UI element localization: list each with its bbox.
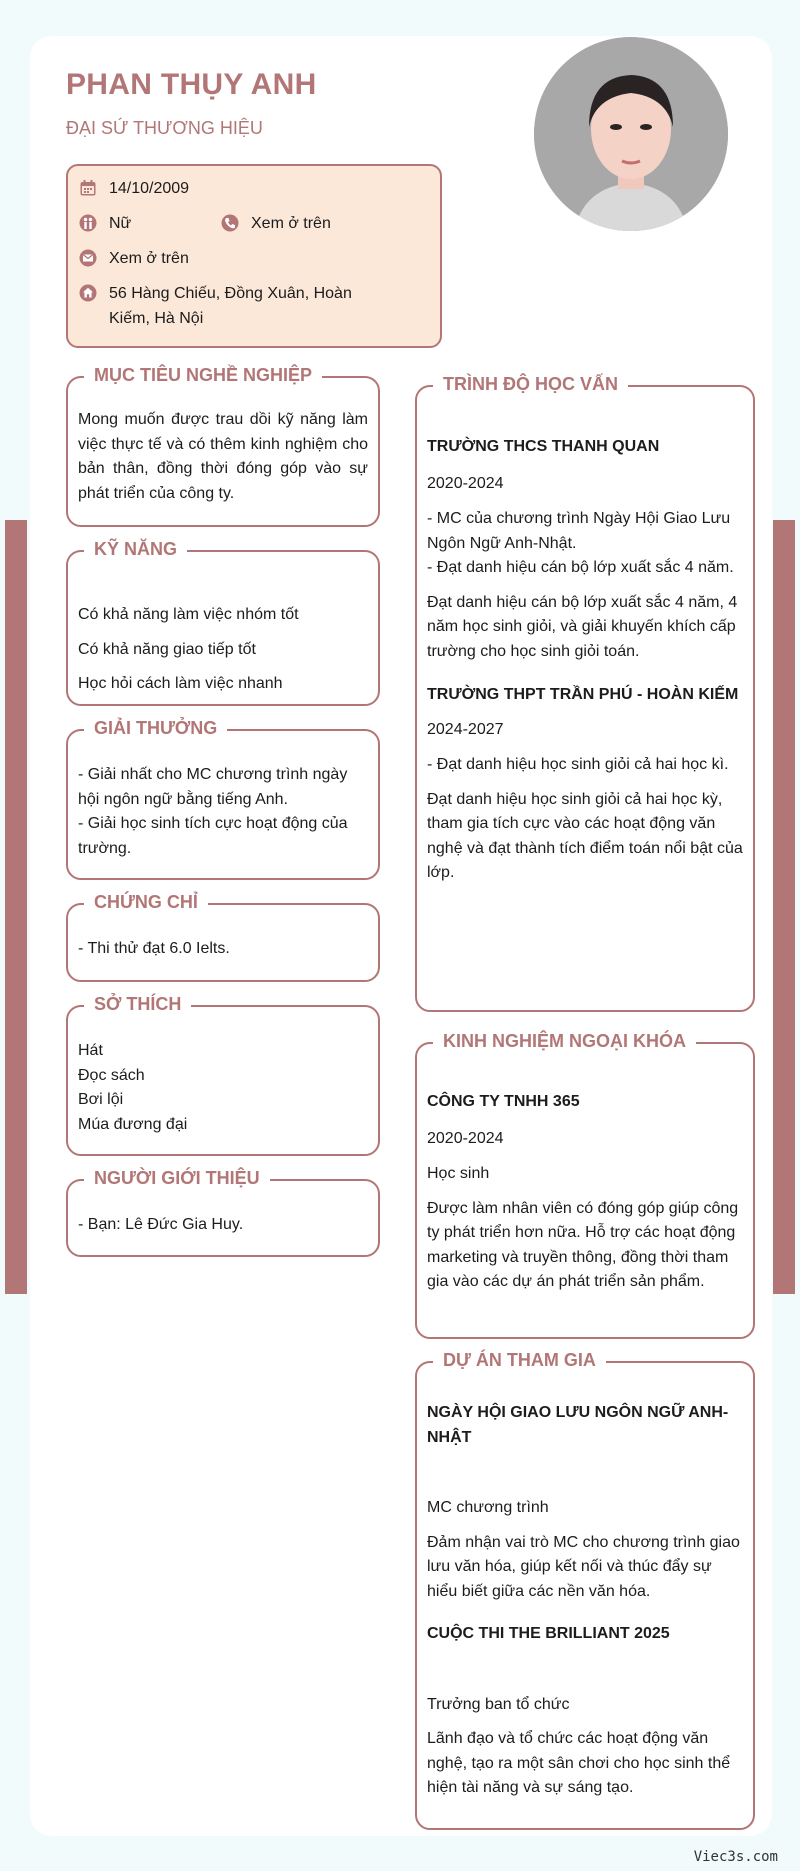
email-row (79, 246, 189, 271)
project-name: NGÀY HỘI GIAO LƯU NGÔN NGỮ ANH-NHẬT (427, 1404, 729, 1446)
avatar-portrait (534, 37, 728, 231)
school-period: 2020-2024 (427, 474, 504, 492)
projects-title: DỰ ÁN THAM GIA (433, 1347, 606, 1373)
project-role: Trưởng ban tổ chức (427, 1695, 570, 1713)
awards-list (78, 763, 368, 861)
certificate-item: - Thi thử đạt 6.0 Ielts. (78, 940, 230, 957)
certificates-title: CHỨNG CHỈ (84, 889, 208, 915)
certificates-section (66, 892, 380, 982)
birthday-value: 14/10/2009 (109, 180, 190, 197)
hobbies-section (66, 994, 380, 1156)
awards-title: GIẢI THƯỞNG (84, 715, 227, 741)
project-description: Lãnh đạo và tổ chức các hoạt động văn nghệ, tạo ra một sân chơi cho học sinh thể hiện tài năng và sự sáng tạo. (427, 1730, 731, 1796)
email-value: Xem ở trên (109, 250, 189, 267)
company-name: CÔNG TY TNHH 365 (427, 1093, 580, 1110)
phone-row (221, 211, 331, 236)
hobby-item: Bơi lội (78, 1091, 124, 1108)
birthday-row (79, 176, 189, 201)
experience-role: Học sinh (427, 1165, 490, 1182)
skills-title: KỸ NĂNG (84, 536, 187, 562)
award-item: - Giải nhất cho MC chương trình ngày hội ngôn ngữ bằng tiếng Anh. (78, 766, 348, 808)
references-section (66, 1168, 380, 1257)
awards-section (66, 718, 380, 880)
experience-description: Được làm nhân viên có đóng góp giúp công ty phát triển hơn nữa. Hỗ trợ các hoạt động marketing và truyền thông, đồng thời tham gia vào các dự án phát triển sản phẩm. (427, 1199, 739, 1290)
hobby-item: Hát (78, 1042, 103, 1059)
objective-section (66, 365, 380, 527)
skill-item: Học hỏi cách làm việc nhanh (78, 675, 283, 692)
phone-icon (221, 214, 239, 232)
references-title: NGƯỜI GIỚI THIỆU (84, 1165, 270, 1191)
address-row (79, 281, 379, 331)
education-line: - MC của chương trình Ngày Hội Giao Lưu Ngôn Ngữ Anh-Nhật. (427, 510, 731, 552)
gender-value: Nữ (109, 215, 132, 232)
school-name: TRƯỜNG THPT TRẦN PHÚ - HOÀN KIẾM (427, 686, 739, 703)
education-title: TRÌNH ĐỘ HỌC VẤN (433, 371, 628, 397)
award-item: - Giải học sinh tích cực hoạt động của trường. (78, 815, 348, 857)
personal-info-box (66, 164, 442, 348)
experience-section (415, 1031, 755, 1339)
left-decor-band (5, 520, 27, 1294)
school-period: 2024-2027 (427, 720, 504, 738)
gender-row (79, 211, 131, 236)
watermark: Viec3s.com (693, 1849, 778, 1865)
education-description: Đạt danh hiệu cán bộ lớp xuất sắc 4 năm, 4 năm học sinh giỏi, và giải khuyến khích cấp trường cho học sinh giỏi toán. (427, 593, 738, 660)
education-line: - Đạt danh hiệu cán bộ lớp xuất sắc 4 năm. (427, 559, 734, 576)
avatar (534, 37, 728, 231)
objective-text: Mong muốn được trau dồi kỹ năng làm việc thực tế và có thêm kinh nghiệm cho bản thân, đồng thời đóng góp vào sự phát triển của công ty. (78, 411, 368, 502)
hobbies-title: SỞ THÍCH (84, 991, 191, 1017)
address-value: 56 Hàng Chiếu, Đồng Xuân, Hoàn Kiếm, Hà Nội (109, 285, 352, 327)
projects-section (415, 1350, 755, 1830)
candidate-name: PHAN THỤY ANH (66, 68, 317, 101)
right-decor-band (773, 520, 795, 1294)
skill-item: Có khả năng giao tiếp tốt (78, 640, 256, 658)
skills-list (78, 598, 368, 702)
reference-item: - Bạn: Lê Đức Gia Huy. (78, 1216, 244, 1233)
home-icon (79, 284, 97, 302)
project-role: MC chương trình (427, 1499, 549, 1516)
project-description: Đảm nhận vai trò MC cho chương trình giao lưu văn hóa, giúp kết nối và thúc đẩy sự hiểu biết giữa các nền văn hóa. (427, 1533, 740, 1600)
hobbies-list (78, 1039, 368, 1137)
objective-title: MỤC TIÊU NGHỀ NGHIỆP (84, 362, 322, 388)
experience-title: KINH NGHIỆM NGOẠI KHÓA (433, 1028, 696, 1054)
education-section (415, 374, 755, 1012)
education-line: - Đạt danh hiệu học sinh giỏi cả hai học kì. (427, 756, 729, 773)
calendar-icon (79, 179, 97, 197)
hobby-item: Đọc sách (78, 1066, 145, 1084)
skill-item: Có khả năng làm việc nhóm tốt (78, 606, 299, 623)
candidate-position: ĐẠI SỨ THƯƠNG HIỆU (66, 118, 263, 138)
gender-icon (79, 214, 97, 232)
email-icon (79, 249, 97, 267)
skills-section (66, 539, 380, 706)
phone-value: Xem ở trên (251, 215, 331, 232)
hobby-item: Múa đương đại (78, 1115, 188, 1133)
education-description: Đạt danh hiệu học sinh giỏi cả hai học kỳ, tham gia tích cực vào các hoạt động văn nghệ và đạt thành tích điểm toán nổi bật của lớp. (427, 790, 743, 881)
experience-entry (427, 1090, 743, 1295)
education-entry (427, 435, 743, 886)
experience-period: 2020-2024 (427, 1129, 504, 1147)
project-name: CUỘC THI THE BRILLIANT 2025 (427, 1625, 670, 1642)
school-name: TRƯỜNG THCS THANH QUAN (427, 438, 660, 455)
projects-list (427, 1401, 743, 1801)
